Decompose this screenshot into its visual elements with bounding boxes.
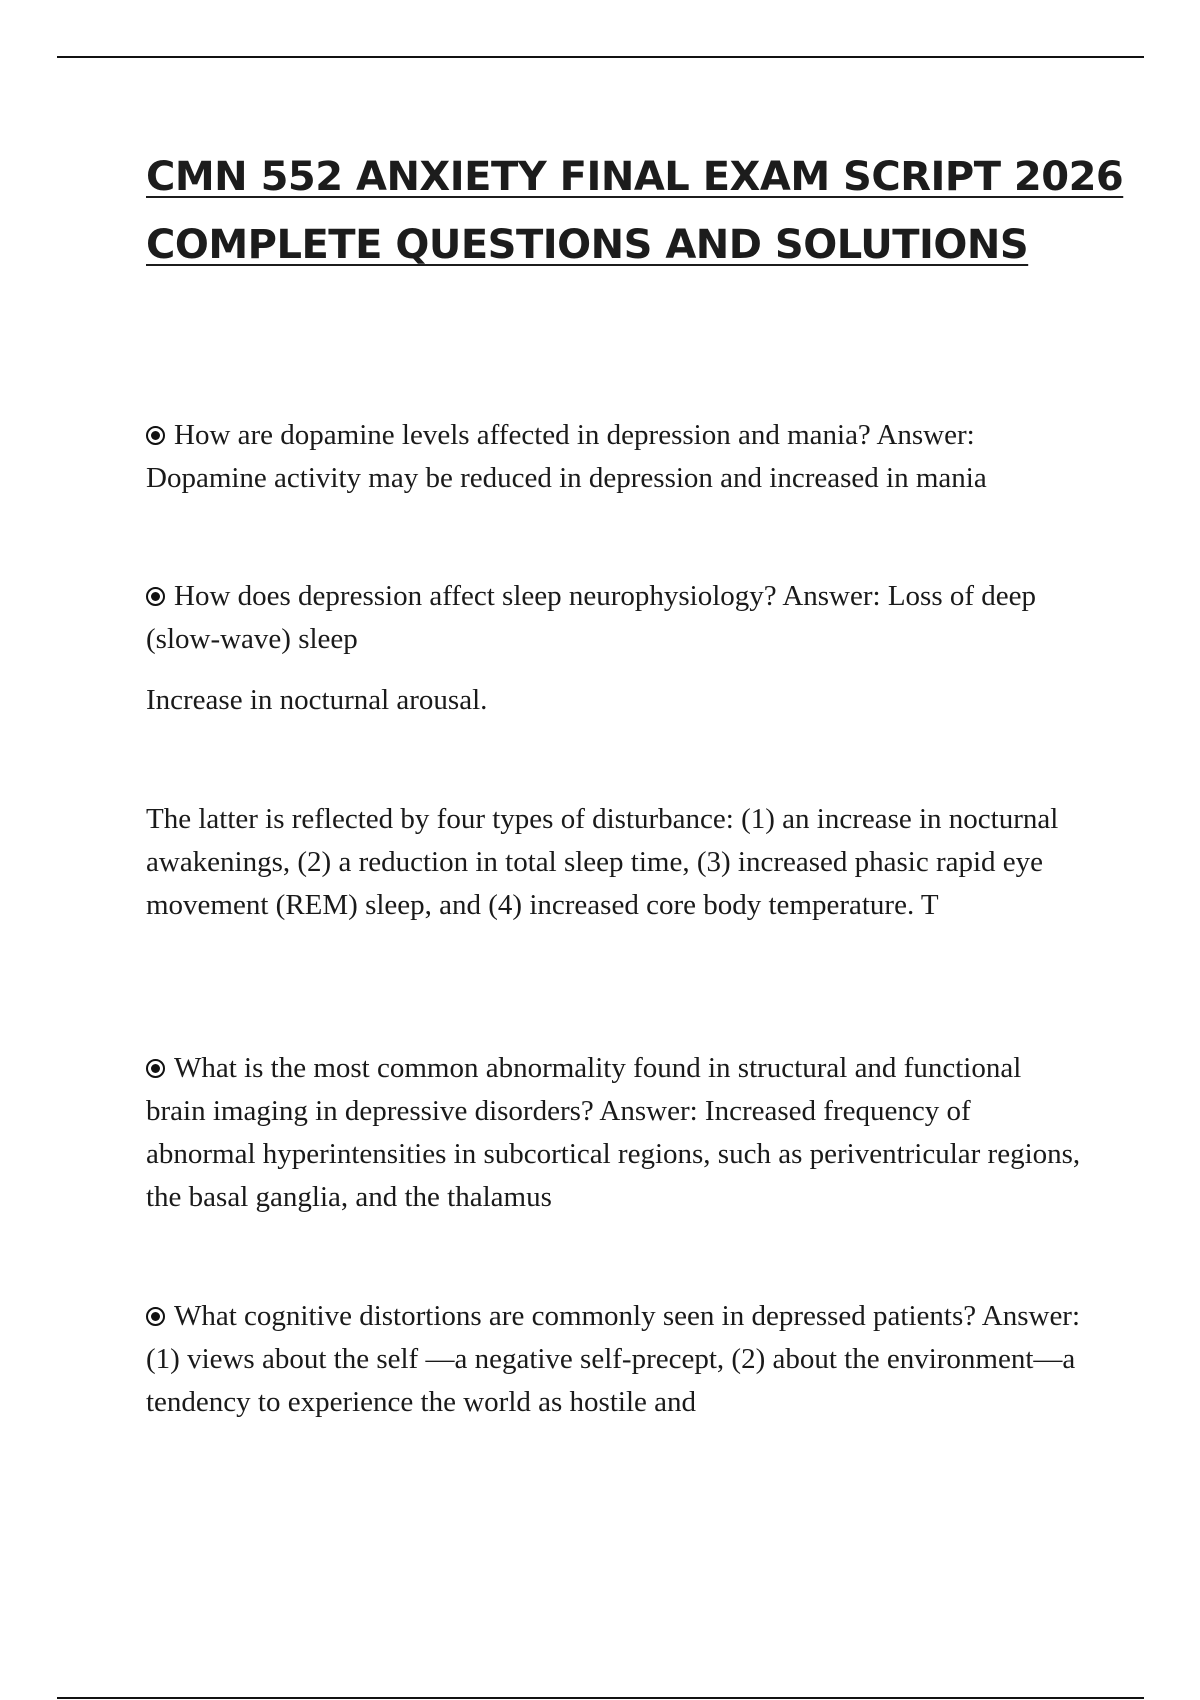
question-item <box>146 575 1086 661</box>
question-text: What is the most common abnormality found in structural and functional brain imaging in depressive disorders? Answer: Increased frequency of abnormal hyperintensities in subcortical regions, such as periventricular regions, the basal ganglia, and the thalamus <box>146 1052 1081 1213</box>
question-text: How does depression affect sleep neurophysiology? Answer: Loss of deep (slow-wave) sleep <box>146 580 1037 655</box>
question-item <box>146 1047 1086 1219</box>
page-title <box>146 143 1124 279</box>
top-divider <box>57 56 1144 58</box>
question-item <box>146 414 1086 500</box>
question-text: How are dopamine levels affected in depression and mania? Answer: Dopamine activity may be reduced in depression and increased in mania <box>146 419 987 494</box>
title-line-2: COMPLETE QUESTIONS AND SOLUTIONS <box>146 222 1029 268</box>
radio-bullet-icon <box>146 587 165 606</box>
question-item <box>146 1295 1086 1424</box>
answer-paragraph: The latter is reflected by four types of disturbance: (1) an increase in nocturnal awakenings, (2) a reduction in total sleep time, (3) increased phasic rapid eye movement (REM) sleep, and (4) increased core body temperature. T <box>146 803 1059 921</box>
bottom-divider <box>57 1697 1144 1699</box>
title-line-1: CMN 552 ANXIETY FINAL EXAM SCRIPT 2026 <box>146 154 1124 200</box>
answer-paragraph: Increase in nocturnal arousal. <box>146 684 488 716</box>
radio-bullet-icon <box>146 1307 165 1326</box>
question-text: What cognitive distortions are commonly seen in depressed patients? Answer: (1) views about the self —a negative self-precept, (2) about the environment—a tendency to experience the world as hostile and <box>146 1300 1081 1418</box>
radio-bullet-icon <box>146 1059 165 1078</box>
radio-bullet-icon <box>146 426 165 445</box>
